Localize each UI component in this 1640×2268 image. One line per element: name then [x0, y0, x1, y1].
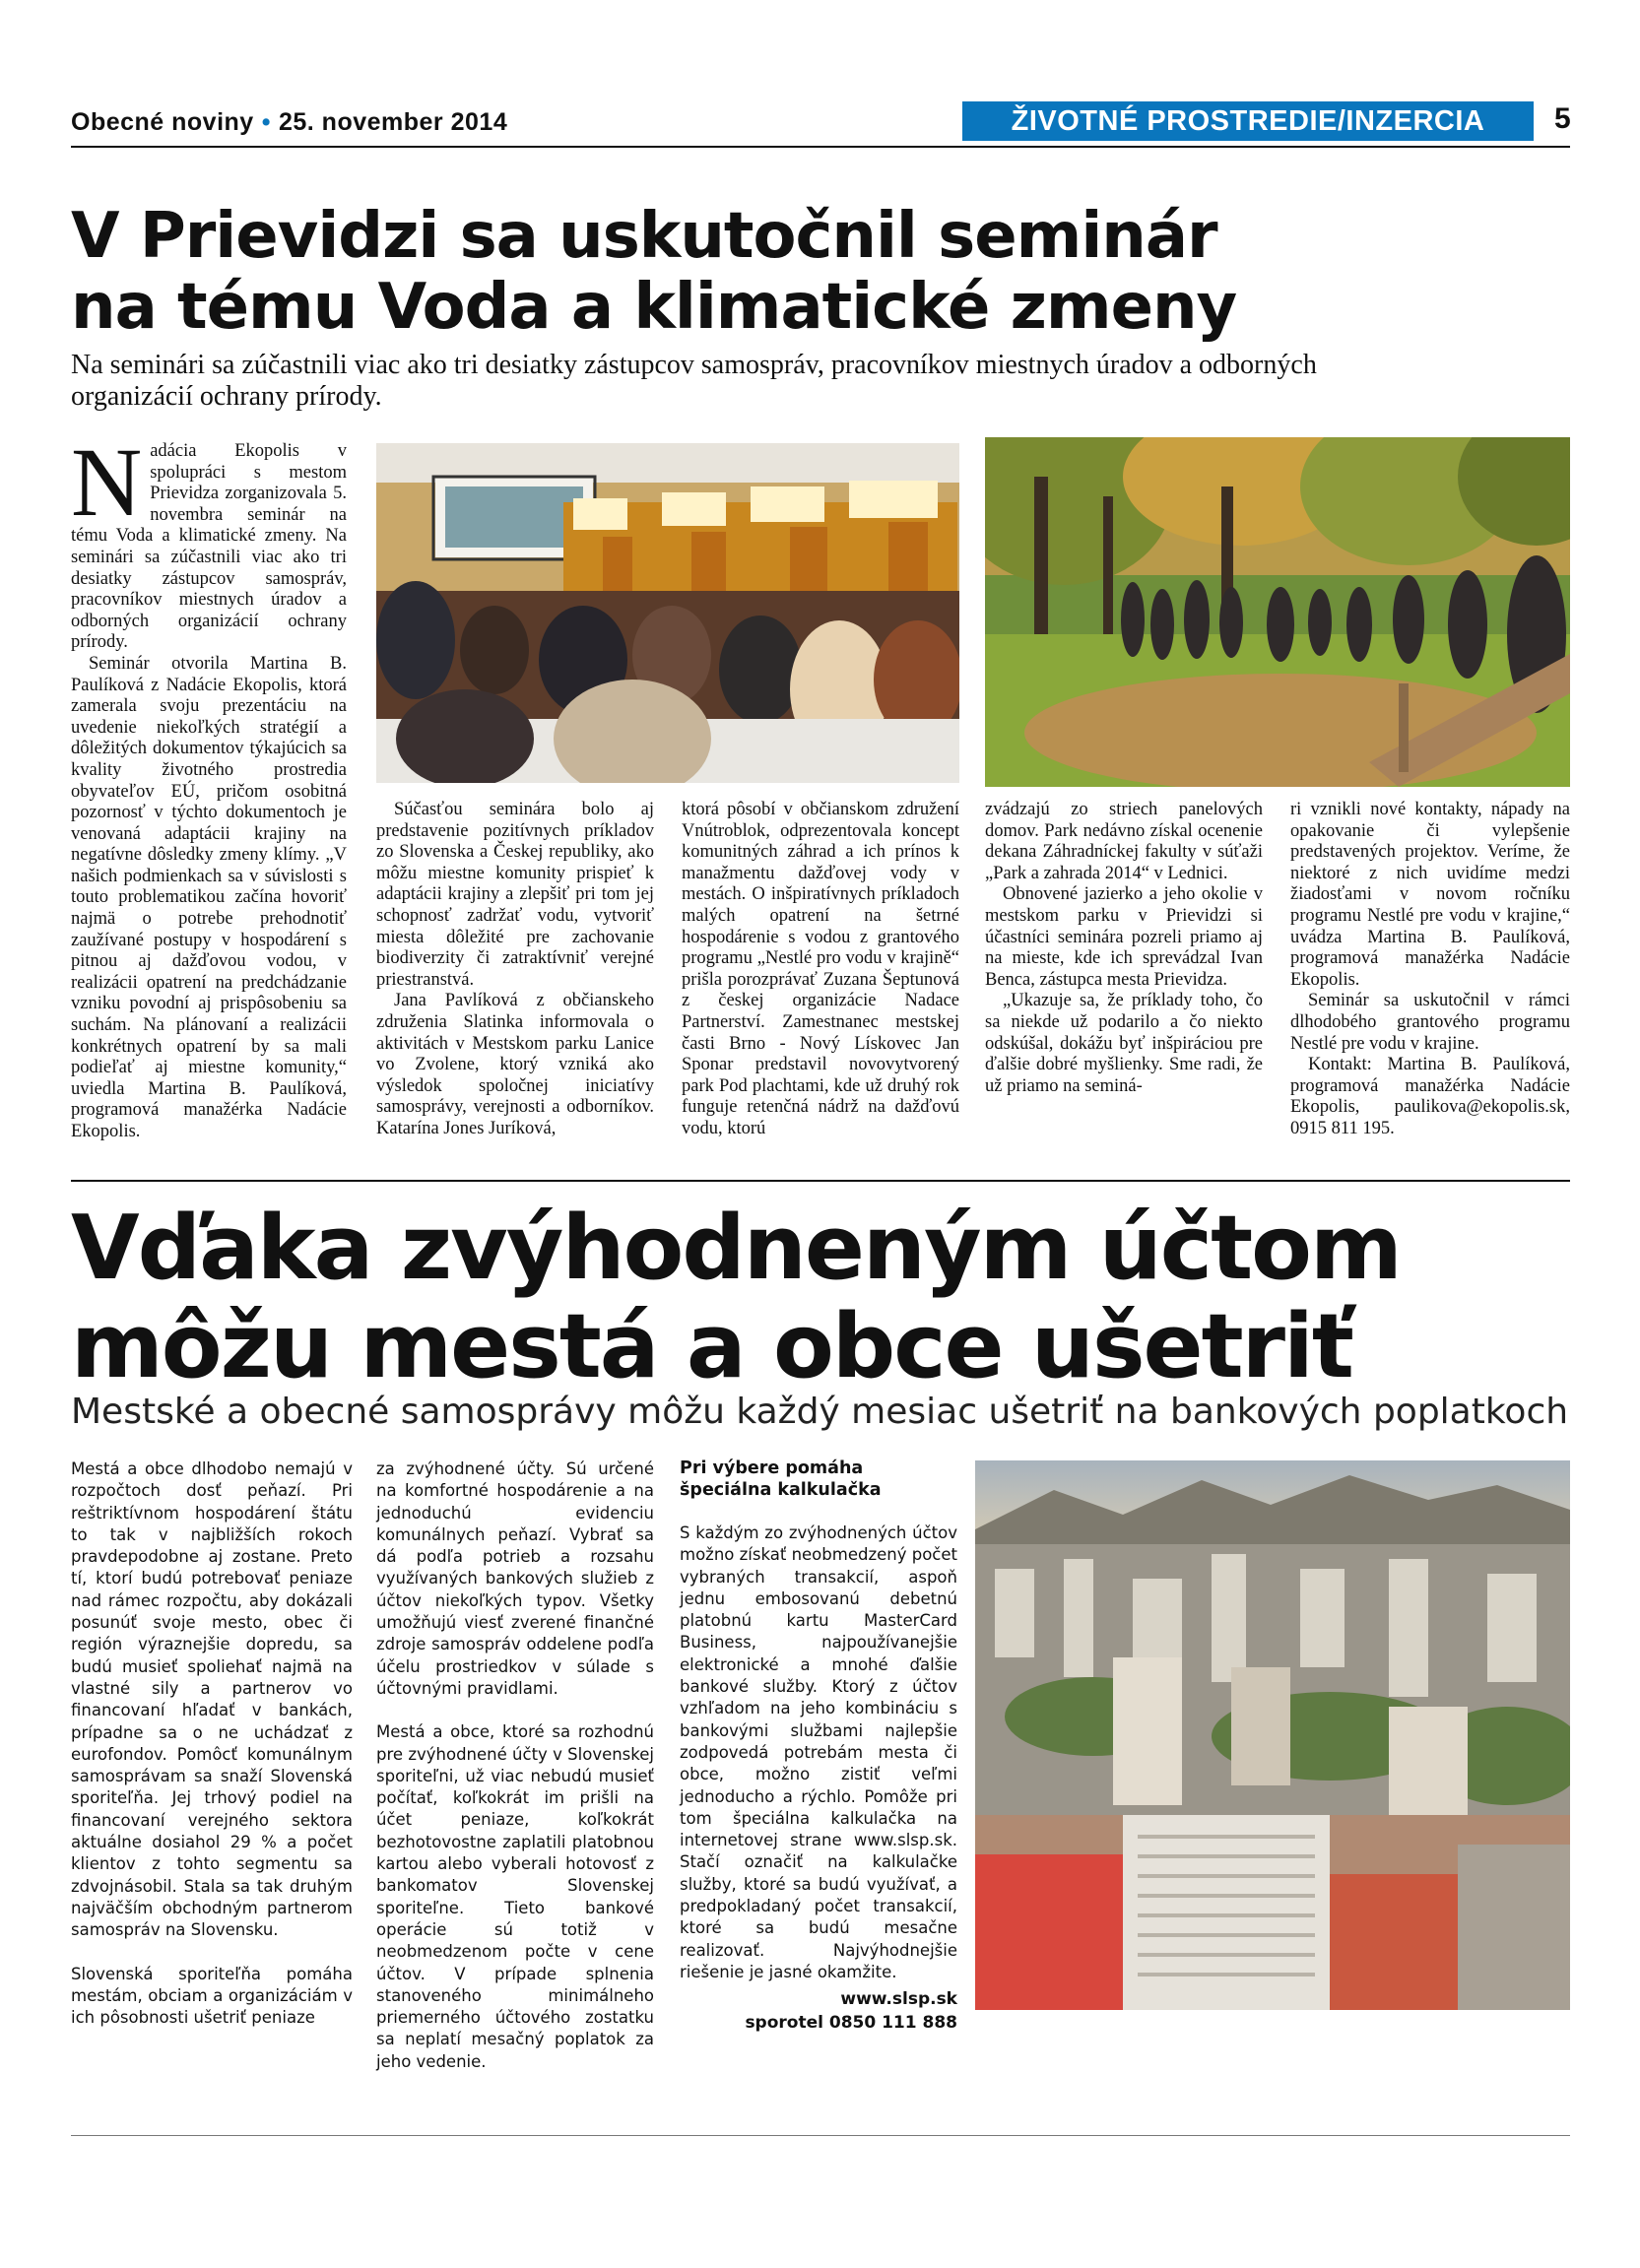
- article2-paragraph: Mestá a obce, ktoré sa rozhodnú pre zvýhodnené účty v Slovenskej sporiteľni, už viac nebudú musieť počítať, koľkokrát im prišli na účet peniaze, koľkokrát bezhotovostne zaplatili platobnou kartou alebo vyberali hotovosť z bankomatov Slovenskej sporiteľne. Tieto bankové operácie sú totiž v neobmedzenom počte v cene účtov. V prípade splnenia stanoveného minimálneho priemerného účtového zostatku sa neplatí mesačný poplatok za jeho vedenie.: [376, 1722, 654, 2071]
- header-rule: [71, 146, 1570, 148]
- article1-column-5: [1290, 800, 1570, 1140]
- article2-paragraph: za zvýhodnené účty. Sú určené na komfortné hospodárenie a na jednoduchú evidenciu komunálnych peňazí. Vybrať sa dá podľa potrieb a rozsahu využívaných bankových služieb z účtov niekoľkých typov. Všetky umožňujú viesť zverené finančné zdroje samospráv oddelene podľa účelu prostriedkov v súlade s účtovnými pravidlami.: [376, 1459, 654, 1698]
- article2-paragraph: Slovenská sporiteľňa pomáha mestám, obciam a organizáciám v ich pôsobnosti ušetriť peniaze: [71, 1964, 353, 2028]
- article1-column-3: [682, 800, 959, 1140]
- article2-headline-line1: Vďaka zvýhodneným účtom: [71, 1197, 1401, 1300]
- paper-name: Obecné noviny: [71, 108, 254, 136]
- masthead: [71, 108, 507, 137]
- article2-subtitle: Mestské a obecné samosprávy môžu každý mesiac ušetriť na bankových poplatkoch: [71, 1392, 1569, 1432]
- bottom-rule: [71, 2135, 1570, 2136]
- article2-paragraph: S každým zo zvýhodnených účtov možno získať neobmedzený počet vybraných transakcií, aspoň jednu embosovanú debetnú platobnú kartu MasterCard Business, najpoužívanejšie elektronické a mnohé ďalšie bankové služby. Ktorý z účtov vzhľadom na jeho kombináciu s bankovými službami najlepšie zodpovedá potrebám mesta či obce, možno zistiť veľmi jednoducho a rýchlo. Pomôže pri tom špeciálna kalkulačka na internetovej strane www.slsp.sk. Stačí označiť na kalkulačke služby, ktoré sa budú využívať, a predpokladaný počet transakcií, ktoré sa budú mesačne realizovať. Najvýhodnejšie riešenie je jasné okamžite.: [680, 1523, 957, 1981]
- article1-paragraph: Obnovené jazierko a jeho okolie v mestskom parku v Prievidzi si účastníci seminára pozreli priamo aj na mieste, kde ich sprevádzal Ivan Benca, zástupca mesta Prievidza.: [985, 884, 1263, 990]
- city-photo: [975, 1460, 1570, 2010]
- article1-paragraph: Seminár sa uskutočnil v rámci dlhodobého grantového programu Nestlé pre vodu v krajine.: [1290, 991, 1570, 1054]
- article1-paragraph: Jana Pavlíková z občianskeho združenia Slatinka informovala o aktivitách v Mestskom parku Lanice vo Zvolene, ktorý vzniká ako výsledok spoločnej iniciatívy samosprávy, verejnosti a odborníkov. Katarína Jones Juríková,: [376, 991, 654, 1138]
- article1-headline-line1: V Prievidzi sa uskutočnil seminár: [71, 200, 1217, 273]
- section-label: ŽIVOTNÉ PROSTREDIE/INZERCIA: [962, 101, 1534, 141]
- article1-paragraph: Seminár otvorila Martina B. Paulíková z Nadácie Ekopolis, ktorá zamerala svoju prezentáciu na uvedenie niekoľkých stratégií a dôležitých dokumentov týkajúcich sa kvality životného prostredia obyvateľov EÚ, pričom osobitná pozornosť v týchto dokumentoch je venovaná adaptácii krajiny na negatívne dôsledky zmeny klímy. „V našich podmienkach sa v súvislosti s touto problematikou začína hovoriť najmä o potrebe prehodnotiť zaužívané postupy v hospodárení s pitnou aj dažďovou vodou, v realizácii opatrení na predchádzanie vzniku povodní aj prispôsobeniu sa suchám. Na plánovaní a realizácii konkrétnych opatrení by sa mali podieľať aj miestne komunity,“ uviedla Martina B. Paulíková, programová manažérka Nadácie Ekopolis.: [71, 653, 347, 1141]
- article1-headline-line2: na tému Voda a klimatické zmeny: [71, 271, 1237, 344]
- article1-contact: Kontakt: Martina B. Paulíková, programová manažérka Nadácie Ekopolis, paulikova@ekopolis.sk, 0915 811 195.: [1290, 1055, 1570, 1138]
- park-photo-image: [985, 437, 1570, 787]
- article1-lead: Na seminári sa zúčastnili viac ako tri desiatky zástupcov samospráv, pracovníkov miestnych úradov a odborných organizácií ochrany prírody.: [71, 350, 1317, 412]
- page-number: 5: [1554, 102, 1571, 135]
- contact-web-link[interactable]: www.slsp.sk: [840, 1989, 957, 2010]
- article1-paragraph: „Ukazuje sa, že príklady toho, čo sa niekde už podarilo a čo niekto odskúšal, dokážu byť inšpiráciou pre ďalšie dobré myšlienky. Sme radi, že už priamo na seminá-: [985, 991, 1263, 1096]
- article2-headline-line2: môžu mestá a obce ušetriť: [71, 1295, 1352, 1398]
- article1-column-4: [985, 800, 1263, 1097]
- article2-headline: [71, 1199, 1548, 1396]
- article1-paragraph: [71, 427, 347, 654]
- article1-column-2: [376, 800, 654, 1140]
- article1-paragraph: zvádzajú zo striech panelových domov. Park nedávno získal ocenenie dekana Záhradníckej fakulty v súťaži „Park a zahrada 2014“ v Lednici.: [985, 800, 1263, 883]
- article2-column-1: [71, 1458, 353, 2050]
- seminar-photo-image: [376, 443, 959, 783]
- article2-paragraph: Mestá a obce dlhodobo nemajú v rozpočtoch dosť peňazí. Pri reštriktívnom hospodárení štátu to tak v najbližších rokoch pravdepodobne aj zostane. Preto tí, ktorí budú potrebovať peniaze nad rámec rozpočtu, aby dokázali posunúť svoje mesto, obec či región výraznejšie dopredu, sa budú musieť spoliehať najmä na vlastné sily a partnerov vo financovaní hľadať v bankách, prípadne sa o ne uchádzať z eurofondov. Pomôcť komunálnym samosprávam sa snaží Slovenská sporiteľňa. Jej trhový podiel na financovaní verejného sektora aktuálne dosiahol 29 % a počet klientov z tohto segmentu sa zdvojnásobil. Stala sa tak druhým najväčším obchodným partnerom samospráv na Slovensku.: [71, 1459, 353, 1940]
- article1-column-1: [71, 427, 347, 1143]
- article2-contact: [680, 1987, 957, 2035]
- separator-dot: •: [261, 108, 271, 136]
- article1-headline: [71, 201, 1351, 343]
- article2-subheading: Pri výbere pomáha špeciálna kalkulačka: [680, 1458, 882, 1500]
- contact-phone: sporotel 0850 111 888: [745, 2013, 957, 2034]
- issue-date: 25. november 2014: [278, 108, 508, 136]
- article2-column-3: [680, 1458, 957, 2035]
- city-photo-image: [975, 1460, 1570, 2010]
- article1-paragraph-text: adácia Ekopolis v spolupráci s mestom Prievidza zorganizovala 5. novembra seminár na tému Voda a klimatické zmeny. Na seminári sa zúčastnili viac ako tri desiatky zástupcov samospráv, pracovníkov miestnych úradov a odborných organizácií ochrany prírody.: [71, 441, 347, 653]
- seminar-photo: [376, 443, 959, 783]
- article1-paragraph: ri vznikli nové kontakty, nápady na opakovanie či vylepšenie predstavených projektov. Veríme, že niektoré z nich uvidíme medzi žiadosťami v novom ročníku programu Nestlé pre vodu v krajine,“ uvádza Martina B. Paulíková, programová manažérka Nadácie Ekopolis.: [1290, 800, 1570, 990]
- article2-column-2: [376, 1458, 654, 2095]
- drop-cap: N: [71, 427, 143, 537]
- article-divider: [71, 1180, 1570, 1182]
- article1-paragraph: Súčasťou seminára bolo aj predstavenie pozitívnych príkladov zo Slovenska a Českej republiky, ako môžu miestne komunity prispieť k adaptácii krajiny a zlepšiť pri tom jej schopnosť zadržať vodu, vytvoriť miesta dôležité pre zachovanie biodiverzity či zatraktívniť verejné priestranstvá.: [376, 800, 654, 990]
- article1-paragraph: ktorá pôsobí v občianskom združení Vnútroblok, odprezentovala koncept komunitných záhrad a ich prínos k manažmentu dažďovej vody v mestách. O inšpiratívnych príkladoch malých opatrení na šetrné hospodárenie s vodou z grantového programu „Nestlé pro vodu v krajině“ prišla porozprávať Zuzana Šeptunová z českej organizácie Nadace Partnerství. Zamestnanec mestskej časti Brno - Nový Lískovec Jan Sponar predstavil novovytvorený park Pod plachtami, kde už druhý rok funguje retenčná nádrž na dažďovú vodu, ktorú: [682, 800, 959, 1138]
- park-photo: [985, 437, 1570, 787]
